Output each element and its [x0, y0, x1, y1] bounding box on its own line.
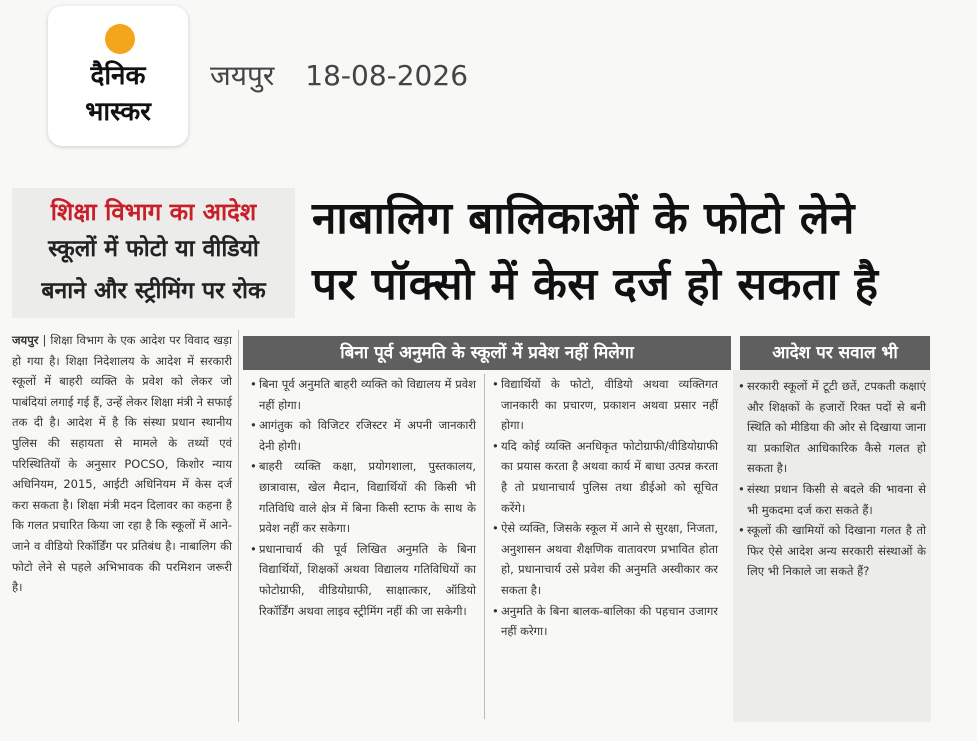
kicker-box — [12, 188, 295, 318]
column-divider — [484, 374, 485, 719]
list-item: • ऐसे व्यक्ति, जिसके स्कूल में आने से सुरक्षा, निजता, अनुशासन अथवा शैक्षणिक वातावरण प्रभावित होता हो, प्रधानाचार्य उसे प्रवेश की अनुमति अस्वीकार कर सकता है। — [492, 518, 718, 600]
list-item: • विद्यार्थियों के फोटो, वीडियो अथवा व्यक्तिगत जानकारी का प्रचारण, प्रकाशन अथवा प्रसार नहीं होगा। — [492, 374, 718, 436]
list-item: • स्कूलों की खामियों को दिखाना गलत है तो फिर ऐसे आदेश अन्य सरकारी संस्थाओं के लिए भी निकाले जा सकते हैं? — [738, 520, 926, 582]
section-banner: बिना पूर्व अनुमति के स्कूलों में प्रवेश नहीं मिलेगा — [243, 336, 731, 370]
sidebar-banner: आदेश पर सवाल भी — [740, 336, 930, 370]
kicker-line3: बनाने और स्ट्रीमिंग पर रोक — [41, 278, 266, 304]
kicker-line1: शिक्षा विभाग का आदेश — [50, 198, 257, 226]
column-divider — [238, 330, 239, 722]
sun-icon — [105, 24, 135, 54]
city-label: जयपुर — [210, 59, 275, 92]
kicker-line2: स्कूलों में फोटो या वीडियो — [48, 236, 259, 262]
list-item: • संस्था प्रधान किसी से बदले की भावना से भी मुकदमा दर्ज करा सकते हैं। — [738, 479, 926, 520]
main-story-column — [12, 330, 232, 598]
sidebar-column — [738, 376, 926, 582]
list-item: • आगंतुक को विजिटर रजिस्टर में अपनी जानकारी देनी होगी। — [250, 415, 476, 456]
list-item: • बिना पूर्व अनुमति बाहरी व्यक्ति को विद्यालय में प्रवेश नहीं होगा। — [250, 374, 476, 415]
points-column-1 — [250, 374, 476, 621]
list-item: • यदि कोई व्यक्ति अनधिकृत फोटोग्राफी/वीडियोग्राफी का प्रयास करता है अथवा कार्य में बाधा उत्पन्न करता है तो प्रधानाचार्य पुलिस तथा डीईओ को सूचित करेंगे। — [492, 436, 718, 518]
headline-line1: नाबालिग बालिकाओं के फोटो लेने — [312, 193, 855, 244]
headline — [312, 186, 942, 318]
date-label: 18-08-2026 — [305, 59, 469, 92]
dateline — [210, 56, 468, 94]
logo-text-line2: भास्कर — [85, 97, 151, 127]
headline-line2: पर पॉक्सो में केस दर्ज हो सकता है — [312, 259, 879, 310]
dainik-bhaskar-logo — [48, 6, 188, 146]
points-column-2 — [492, 374, 718, 642]
list-item: • सरकारी स्कूलों में टूटी छतें, टपकती कक्षाएं और शिक्षकों के हजारों रिक्त पदों से बनी स्थिति को मीडिया की ओर से दिखाया जाना या प्रकाशित आधिकारिक कैसे गलत हो सकता है। — [738, 376, 926, 479]
list-item: • बाहरी व्यक्ति कक्षा, प्रयोगशाला, पुस्तकालय, छात्रावास, खेल मैदान, विद्यार्थियों की किसी भी गतिविधि वाले क्षेत्र में बिना किसी स्टाफ के साथ के प्रवेश नहीं कर सकेगा। — [250, 456, 476, 538]
list-item: • प्रधानाचार्य की पूर्व लिखित अनुमति के बिना विद्यार्थियों, शिक्षकों अथवा विद्यालय गतिविधियों का फोटोग्राफी, वीडियोग्राफी, साक्षात्कार, ऑडियो रिकॉर्डिंग अथवा लाइव स्ट्रीमिंग नहीं की जा सकेगी। — [250, 539, 476, 621]
main-story-paragraph — [12, 330, 232, 598]
list-item: • अनुमति के बिना बालक-बालिका की पहचान उजागर नहीं करेगा। — [492, 601, 718, 642]
logo-text-line1: दैनिक — [90, 61, 146, 91]
story-body: | शिक्षा विभाग के एक आदेश पर विवाद खड़ा हो गया है। शिक्षा निदेशालय के आदेश में सरकारी स्कूलों में बाहरी व्यक्ति के प्रवेश को लेकर जो पाबंदियां लगाई गई हैं, उन्हें लेकर शिक्षा मंत्री ने सफाई तक दी है। आदेश में है कि संस्था प्रधान स्थानीय पुलिस की सहायता से मामले के तथ्यों एवं परिस्थितियों के अनुसार POCSO, किशोर न्याय अधिनियम, 2015, आईटी अधिनियम में केस दर्ज करा सकता है। शिक्षा मंत्री मदन दिलावर का कहना है कि गलत प्रचारित किया जा रहा है कि स्कूलों में आने-जाने व वीडियो रिकॉर्डिंग पर प्रतिबंध है। नाबालिग की फोटो लेने से पहले अभिभावक की परमिशन जरूरी है। — [12, 333, 232, 595]
story-dateline: जयपुर — [12, 333, 39, 347]
